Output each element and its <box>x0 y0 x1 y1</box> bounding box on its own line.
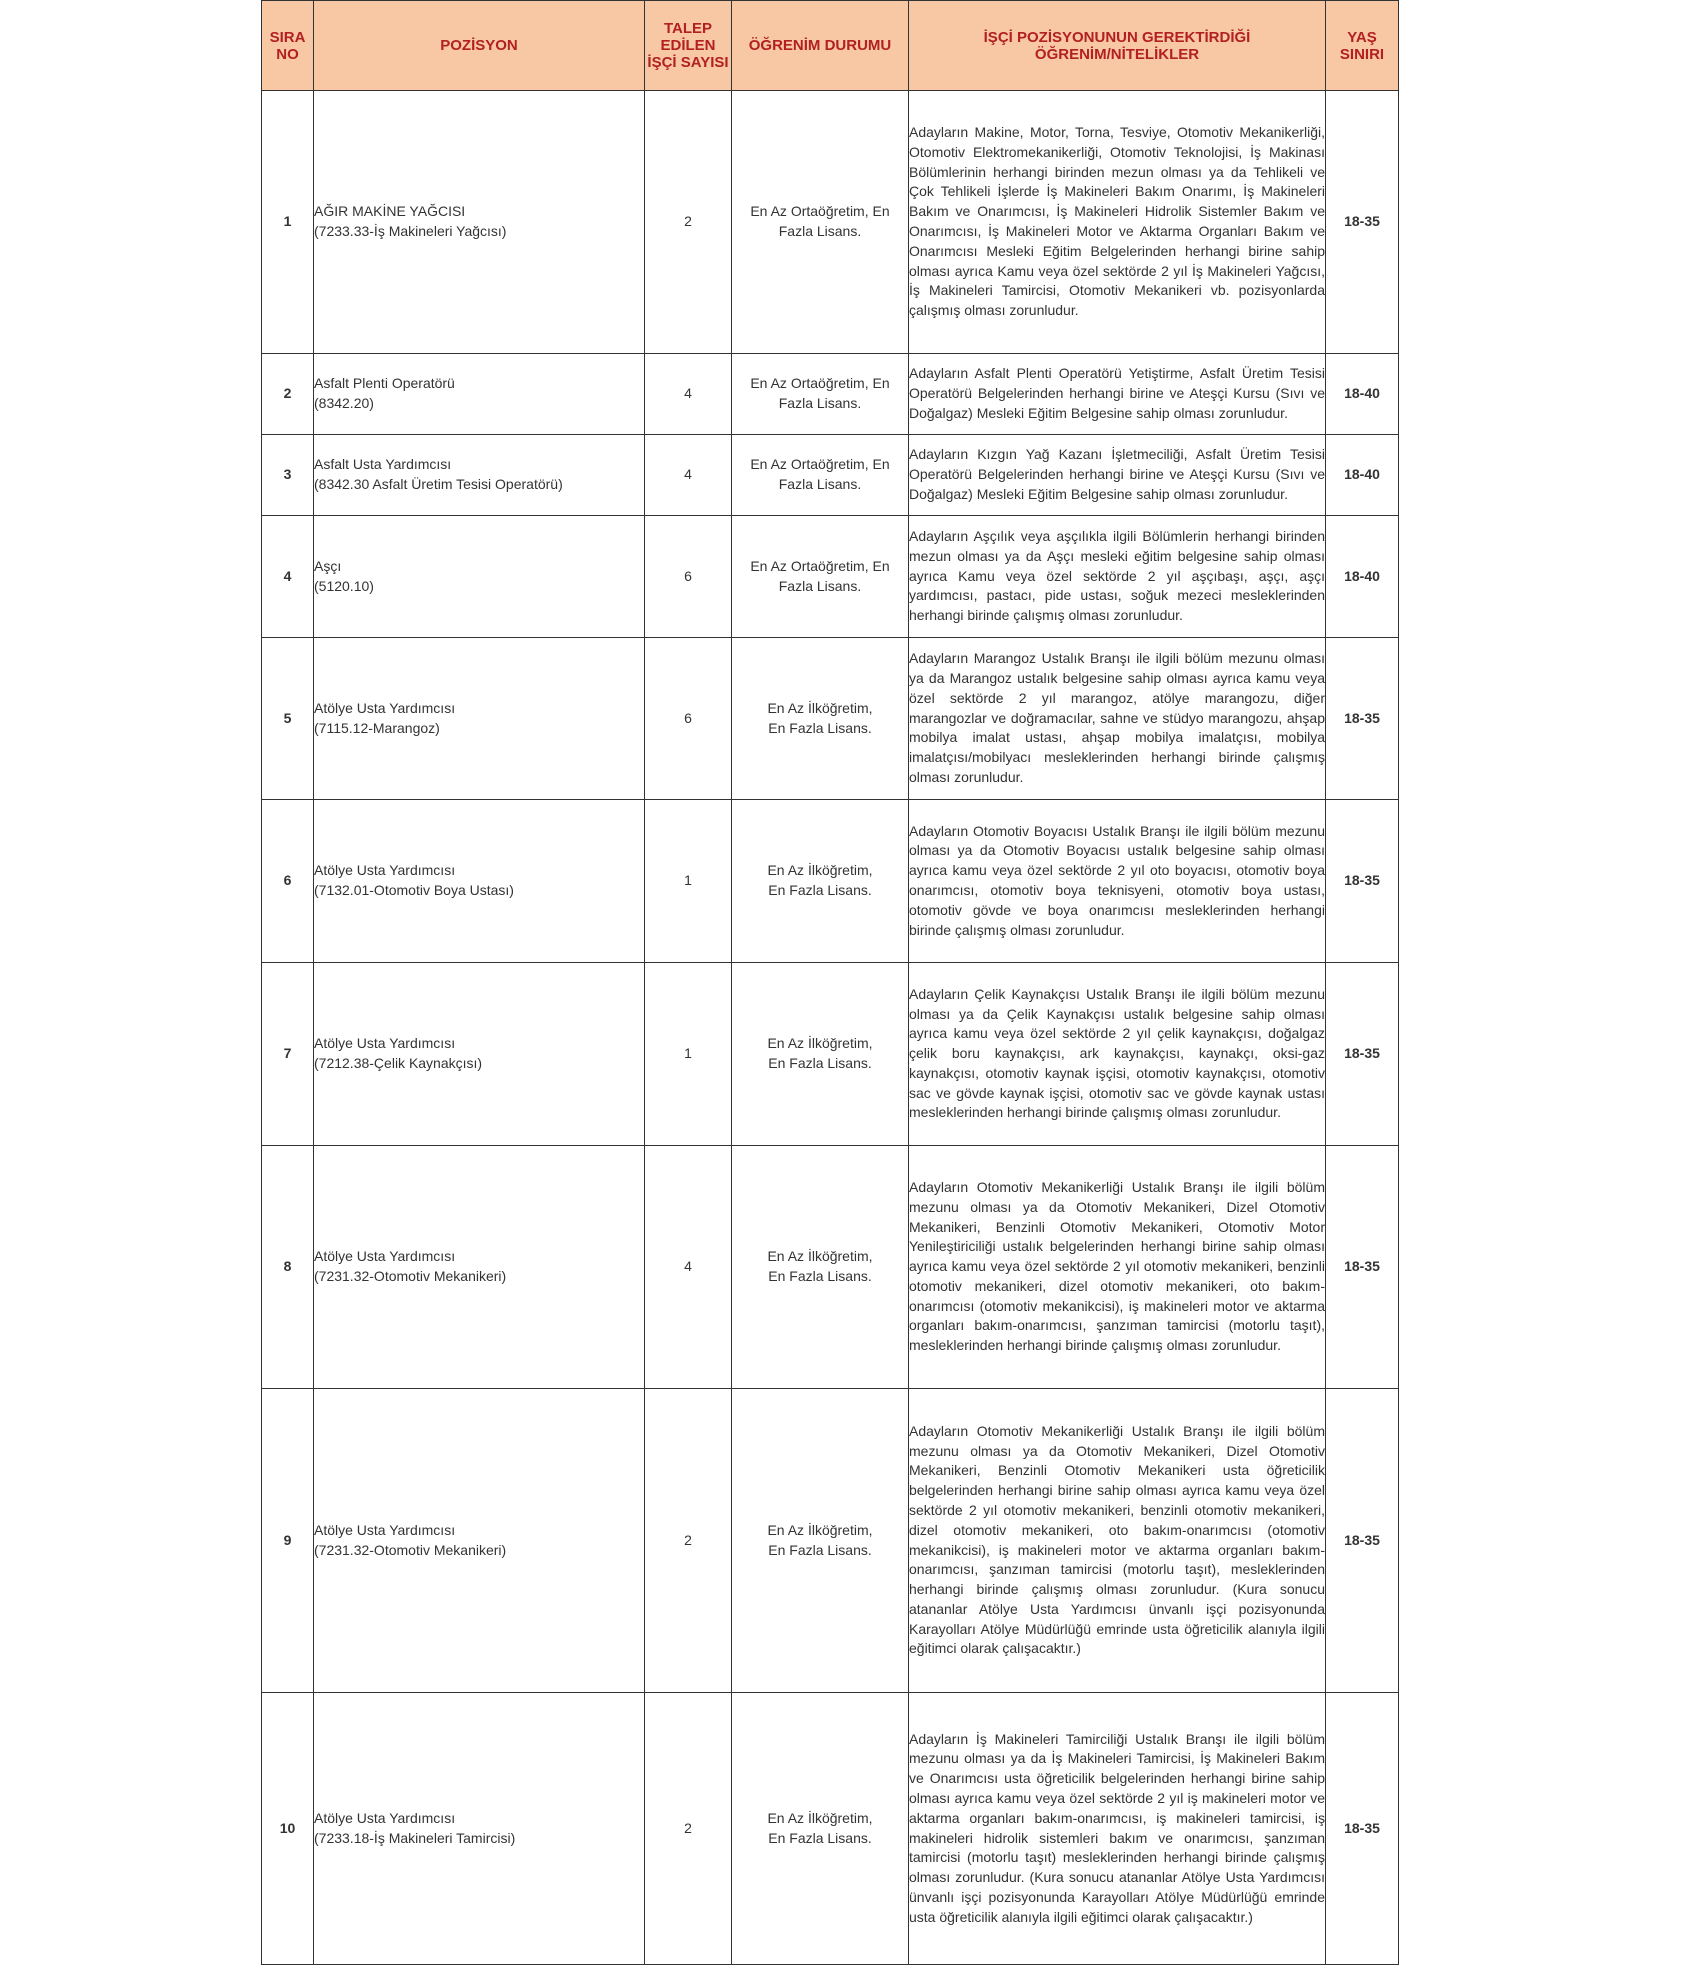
row-age: 18-40 <box>1326 435 1399 516</box>
education-min: En Az Ortaöğretim, En <box>750 456 890 473</box>
education-max: En Fazla Lisans. <box>768 1268 872 1284</box>
position-title: Atölye Usta Yardımcısı <box>314 862 456 879</box>
row-no: 3 <box>262 435 314 516</box>
education-max: En Fazla Lisans. <box>768 1055 872 1071</box>
row-count: 1 <box>645 800 732 963</box>
row-education <box>732 963 909 1146</box>
row-education <box>732 800 909 963</box>
header-no: SIRA NO <box>262 1 314 91</box>
row-no: 5 <box>262 638 314 800</box>
row-position <box>314 800 645 963</box>
position-code: (8342.30 Asfalt Üretim Tesisi Operatörü) <box>314 476 563 492</box>
header-education: ÖĞRENİM DURUMU <box>732 1 909 91</box>
row-age: 18-35 <box>1326 963 1399 1146</box>
table-row <box>262 1389 1399 1693</box>
education-max: Fazla Lisans. <box>778 476 862 492</box>
position-title: Atölye Usta Yardımcısı <box>314 1521 456 1538</box>
table-row <box>262 516 1399 638</box>
row-count: 1 <box>645 963 732 1146</box>
position-title: Aşçı <box>314 557 342 574</box>
position-title: AĞIR MAKİNE YAĞCISI <box>314 203 466 220</box>
header-requirements: İŞÇİ POZİSYONUNUN GEREKTİRDİĞİ ÖĞRENİM/NİTELİKLER <box>909 1 1326 91</box>
header-row <box>262 1 1399 91</box>
education-min: En Az Ortaöğretim, En <box>750 375 890 392</box>
row-position <box>314 91 645 354</box>
row-no: 10 <box>262 1693 314 1965</box>
row-education <box>732 1146 909 1389</box>
row-age: 18-40 <box>1326 354 1399 435</box>
row-no: 6 <box>262 800 314 963</box>
row-age: 18-35 <box>1326 800 1399 963</box>
row-requirements: Adayların Otomotiv Boyacısı Ustalık Branşı ile ilgili bölüm mezunu olması ya da Otomotiv Boyacısı ustalık belgesine sahip olması ayrıca kamu veya özel sektörde 2 yıl oto boyacısı, otomotiv boya onarımcısı, otomotiv boya teknisyeni, otomotiv boya ustası, otomotiv gövde ve boya onarımcısı mesleklerinden herhangi birinde çalışmış olması zorunludur. <box>909 800 1326 963</box>
position-code: (7115.12-Marangoz) <box>314 719 440 736</box>
row-position <box>314 516 645 638</box>
row-count: 4 <box>645 1146 732 1389</box>
table-row <box>262 1693 1399 1965</box>
row-education <box>732 91 909 354</box>
row-count: 2 <box>645 91 732 354</box>
position-title: Atölye Usta Yardımcısı <box>314 1248 456 1265</box>
table-row <box>262 435 1399 516</box>
education-min: En Az İlköğretim, <box>767 1035 873 1052</box>
row-position <box>314 354 645 435</box>
education-min: En Az İlköğretim, <box>767 1248 873 1265</box>
row-education <box>732 638 909 800</box>
row-requirements: Adayların Otomotiv Mekanikerliği Ustalık Branşı ile ilgili bölüm mezunu olması ya da Otomotiv Mekanikeri, Dizel Otomotiv Mekanikeri, Benzinli Otomotiv Mekanikeri usta öğreticilik belgelerinden herhangi birine sahip olması ayrıca kamu veya özel sektörde 2 yıl otomotiv mekanikeri, benzinli otomotiv mekanikeri, dizel otomotiv mekanikeri, oto bakım-onarımcısı (otomotiv mekanikcisi), iş makineleri motor ve aktarma organları bakım-onarımcısı, şanzıman tamircisi (motorlu taşıt), mesleklerinden herhangi birinde çalışmış olması zorunludur. (Kura sonucu atananlar Atölye Usta Yardımcısı ünvanlı işçi pozisyonunda Karayolları Atölye Müdürlüğü emrinde usta öğreticilik alanıyla ilgili eğitimci olarak çalışacaktır.) <box>909 1389 1326 1693</box>
position-code: (8342.20) <box>314 395 374 411</box>
row-no: 9 <box>262 1389 314 1693</box>
education-min: En Az İlköğretim, <box>767 862 873 879</box>
row-count: 6 <box>645 516 732 638</box>
row-no: 4 <box>262 516 314 638</box>
position-code: (7233.33-İş Makineleri Yağcısı) <box>314 223 507 239</box>
row-position <box>314 1389 645 1693</box>
position-code: (7233.18-İş Makineleri Tamircisi) <box>314 1829 516 1846</box>
education-min: En Az İlköğretim, <box>767 699 873 716</box>
position-code: (7132.01-Otomotiv Boya Ustası) <box>314 882 514 898</box>
job-positions-table <box>261 0 1399 1965</box>
position-code: (5120.10) <box>314 577 374 594</box>
table-header <box>262 1 1399 91</box>
row-age: 18-35 <box>1326 91 1399 354</box>
row-position <box>314 638 645 800</box>
table-row <box>262 638 1399 800</box>
education-min: En Az İlköğretim, <box>767 1521 873 1538</box>
row-no: 2 <box>262 354 314 435</box>
education-min: En Az İlköğretim, <box>767 1809 873 1826</box>
table-row <box>262 354 1399 435</box>
row-position <box>314 1146 645 1389</box>
row-requirements: Adayların Otomotiv Mekanikerliği Ustalık Branşı ile ilgili bölüm mezunu olması ya da Otomotiv Mekanikeri, Dizel Otomotiv Mekanikeri, Benzinli Otomotiv Mekanikeri, Otomotiv Motor Yenileştiriciliği ustalık belgelerinden herhangi birine sahip olması ayrıca kamu veya özel sektörde 2 yıl otomotiv mekanikeri, benzinli otomotiv mekanikeri, dizel otomotiv mekanikeri, oto bakım-onarımcısı (otomotiv mekanikcisi), iş makineleri motor ve aktarma organları bakım-onarımcısı, şanzıman tamircisi (motorlu taşıt), mesleklerinden herhangi birinde çalışmış olması zorunludur. <box>909 1146 1326 1389</box>
table-row <box>262 91 1399 354</box>
row-position <box>314 435 645 516</box>
row-no: 7 <box>262 963 314 1146</box>
row-no: 8 <box>262 1146 314 1389</box>
position-code: (7231.32-Otomotiv Mekanikeri) <box>314 1268 507 1284</box>
row-count: 4 <box>645 435 732 516</box>
row-count: 2 <box>645 1389 732 1693</box>
education-max: En Fazla Lisans. <box>768 719 872 736</box>
row-age: 18-35 <box>1326 1693 1399 1965</box>
table-row <box>262 800 1399 963</box>
education-max: Fazla Lisans. <box>778 395 862 411</box>
row-education <box>732 516 909 638</box>
education-max: En Fazla Lisans. <box>768 882 872 898</box>
position-title: Atölye Usta Yardımcısı <box>314 1809 456 1826</box>
row-age: 18-40 <box>1326 516 1399 638</box>
row-requirements: Adayların Kızgın Yağ Kazanı İşletmeciliği, Asfalt Üretim Tesisi Operatörü Belgelerinden herhangi birine ve Ateşçi Kursu (Sıvı ve Doğalgaz) Mesleki Eğitim Belgesine sahip olması zorunludur. <box>909 435 1326 516</box>
position-title: Asfalt Plenti Operatörü <box>314 375 455 392</box>
education-min: En Az Ortaöğretim, En <box>750 557 890 574</box>
position-title: Atölye Usta Yardımcısı <box>314 699 456 716</box>
position-title: Asfalt Usta Yardımcısı <box>314 456 452 473</box>
education-max: Fazla Lisans. <box>778 223 862 239</box>
position-code: (7231.32-Otomotiv Mekanikeri) <box>314 1541 507 1558</box>
row-education <box>732 1693 909 1965</box>
row-age: 18-35 <box>1326 1389 1399 1693</box>
row-no: 1 <box>262 91 314 354</box>
row-requirements: Adayların Marangoz Ustalık Branşı ile ilgili bölüm mezunu olması ya da Marangoz ustalık belgesine sahip olması ayrıca kamu veya özel sektörde 2 yıl marangoz, atölye marangozu, diğer marangozlar ve doğramacılar, sahne ve stüdyo marangozu, ahşap mobilya imalat ustası, ahşap mobilya imalatçısı, mobilya imalatçısı/mobilyacı mesleklerinden herhangi birinde çalışmış olması zorunludur. <box>909 638 1326 800</box>
header-position: POZİSYON <box>314 1 645 91</box>
education-max: En Fazla Lisans. <box>768 1541 872 1558</box>
row-position <box>314 1693 645 1965</box>
education-min: En Az Ortaöğretim, En <box>750 203 890 220</box>
row-education <box>732 1389 909 1693</box>
table-row <box>262 1146 1399 1389</box>
position-title: Atölye Usta Yardımcısı <box>314 1035 456 1052</box>
table-body <box>262 91 1399 1965</box>
header-age: YAŞ SINIRI <box>1326 1 1399 91</box>
education-max: Fazla Lisans. <box>778 577 862 594</box>
row-count: 4 <box>645 354 732 435</box>
row-age: 18-35 <box>1326 638 1399 800</box>
position-code: (7212.38-Çelik Kaynakçısı) <box>314 1055 483 1071</box>
row-position <box>314 963 645 1146</box>
table-row <box>262 963 1399 1146</box>
row-requirements: Adayların Çelik Kaynakçısı Ustalık Branşı ile ilgili bölüm mezunu olması ya da Çelik Kaynakçısı ustalık belgesine sahip olması ayrıca kamu veya özel sektörde 2 yıl çelik kaynakçısı, doğalgaz çelik boru kaynakçısı, ark kaynakçısı, kaynakçı, oksi-gaz kaynakçısı, otomotiv kaynak işçisi, otomotiv kaynakçısı, otomotiv sac ve gövde kaynak işçisi, otomotiv sac ve gövde kaynak ustası mesleklerinden herhangi birinde çalışmış olması zorunludur. <box>909 963 1326 1146</box>
row-education <box>732 435 909 516</box>
row-age: 18-35 <box>1326 1146 1399 1389</box>
row-requirements: Adayların Asfalt Plenti Operatörü Yetiştirme, Asfalt Üretim Tesisi Operatörü Belgelerinden herhangi birine ve Ateşçi Kursu (Sıvı ve Doğalgaz) Mesleki Eğitim Belgesine sahip olması zorunludur. <box>909 354 1326 435</box>
header-count: TALEP EDİLEN İŞÇİ SAYISI <box>645 1 732 91</box>
education-max: En Fazla Lisans. <box>768 1829 872 1846</box>
row-education <box>732 354 909 435</box>
row-requirements: Adayların Makine, Motor, Torna, Tesviye, Otomotiv Mekanikerliği, Otomotiv Elektromekanikerliği, Otomotiv Teknolojisi, İş Makinası Bölümlerinin herhangi birinden mezun olması ya da Tehlikeli ve Çok Tehlikeli İşlerde İş Makineleri Bakım Onarımı, İş Makineleri Bakım ve Onarımcısı, İş Makineleri Hidrolik Sistemler Bakım ve Onarımcısı, İş Makineleri Motor ve Aktarma Organları Bakım ve Onarımcısı Mesleki Eğitim Belgelerinden herhangi birine sahip olması ayrıca Kamu veya özel sektörde 2 yıl İş Makineleri Yağcısı, İş Makineleri Tamircisi, Otomotiv Mekanikeri vb. pozisyonlarda çalışmış olması zorunludur. <box>909 91 1326 354</box>
row-requirements: Adayların İş Makineleri Tamirciliği Ustalık Branşı ile ilgili bölüm mezunu olması ya da İş Makineleri Tamircisi, İş Makineleri Bakım ve Onarımcısı usta öğreticilik belgelerinden herhangi birine sahip olması ayrıca kamu veya özel sektörde 2 yıl iş makineleri motor ve aktarma organları bakım-onarımcısı, iş makineleri tamircisi, iş makineleri hidrolik sistemleri bakım ve onarımcısı, şanzıman tamircisi (motorlu taşıt) mesleklerinden herhangi birinde çalışmış olması zorunludur. (Kura sonucu atananlar Atölye Usta Yardımcısı ünvanlı işçi pozisyonunda Karayolları Atölye Müdürlüğü emrinde usta öğreticilik alanıyla ilgili eğitimci olarak çalışacaktır.) <box>909 1693 1326 1965</box>
row-count: 2 <box>645 1693 732 1965</box>
row-requirements: Adayların Aşçılık veya aşçılıkla ilgili Bölümlerin herhangi birinden mezun olması ya da Aşçı mesleki eğitim belgesine sahip olması ayrıca Kamu veya özel sektörde 2 yıl aşçıbaşı, aşçı, aşçı yardımcısı, pastacı, pide ustası, soğuk mezeci mesleklerinden herhangi birinde çalışmış olması zorunludur. <box>909 516 1326 638</box>
row-count: 6 <box>645 638 732 800</box>
